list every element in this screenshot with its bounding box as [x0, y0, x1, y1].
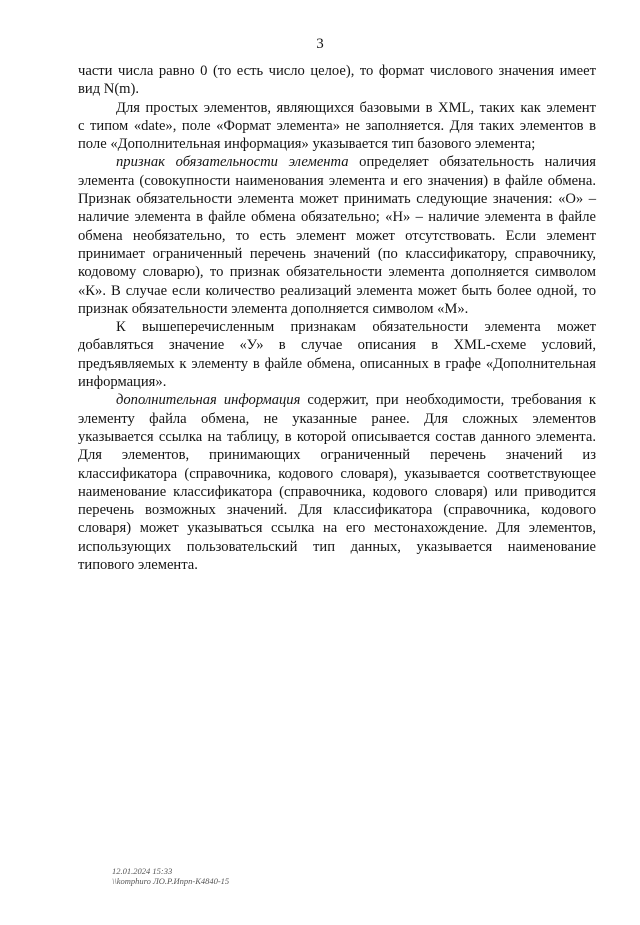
- text-line: [78, 245, 596, 263]
- paragraph: [78, 153, 596, 318]
- text-line: [78, 62, 596, 80]
- text-line: [78, 483, 596, 501]
- text-line: [78, 519, 596, 537]
- document-body: [78, 62, 596, 574]
- text-line: [78, 446, 596, 464]
- term-italic: признак обязательности элемента: [116, 154, 349, 171]
- text-line: [78, 99, 596, 117]
- paragraph: [78, 62, 596, 99]
- text-line: [78, 556, 596, 574]
- line-text: предъявляемых к элементу в файле обмена, описанных в графе «Дополнительная: [78, 355, 596, 372]
- line-text: Признак обязательности элемента может принимать следующие значения: «О» –: [78, 191, 596, 208]
- paragraph: [78, 318, 596, 391]
- text-line: [78, 117, 596, 135]
- text-line: [78, 300, 596, 318]
- line-text: перечень возможных значений. Для классификатора (справочника, кодового: [78, 502, 596, 519]
- line-text: наименование классификатора (справочника, кодового словаря) или приводится: [78, 483, 596, 500]
- page-number: 3: [316, 36, 324, 52]
- term-italic: дополнительная информация: [116, 392, 301, 409]
- paragraph: [78, 99, 596, 154]
- text-line: [78, 428, 596, 446]
- text-line: [78, 501, 596, 519]
- line-text: обмена необязательно, то есть элемент может отсутствовать. Если элемент: [78, 227, 596, 244]
- line-text: наличие элемента в файле обмена обязательно; «Н» – наличие элемента в файле: [78, 209, 596, 226]
- line-text: части числа равно 0 (то есть число целое), то формат числового значения имеет: [78, 63, 596, 79]
- line-text: содержит, при необходимости, требования к: [300, 392, 597, 409]
- text-line: [78, 282, 596, 300]
- line-text: классификатора (справочника, кодового словаря), указывается соответствующее: [78, 465, 596, 482]
- text-line: [78, 410, 596, 428]
- line-text: определяет обязательность наличия: [348, 154, 596, 171]
- footer-stamp: [112, 866, 229, 886]
- line-text: элементу файла обмена, не указанные ранее. Для сложных элементов: [78, 410, 596, 427]
- text-line: [78, 263, 596, 281]
- text-line: [78, 373, 596, 391]
- text-line: [78, 538, 596, 556]
- text-line: [78, 190, 596, 208]
- text-line: [78, 336, 596, 354]
- line-text: Для простых элементов, являющихся базовыми в XML, таких как элемент: [116, 99, 596, 116]
- line-text: использующих пользовательский тип данных, указывается наименование: [78, 538, 596, 555]
- text-line: [78, 227, 596, 245]
- text-line: [78, 391, 596, 409]
- footer-date: 12.01.2024 15:33: [112, 866, 173, 876]
- line-text: информация».: [78, 374, 167, 391]
- text-line: [78, 135, 596, 153]
- line-text: с типом «date», поле «Формат элемента» не заполняется. Для таких элементов в: [78, 117, 596, 134]
- line-text: указывается ссылка на таблицу, в которой описывается состав данного элемента.: [78, 428, 596, 445]
- line-text: элемента (совокупности наименования элемента и его значения) в файле обмена.: [78, 172, 596, 189]
- line-text: «К». В случае если количество реализаций элемента может быть более одной, то: [78, 282, 596, 299]
- text-line: [78, 355, 596, 373]
- text-line: [78, 172, 596, 190]
- footer-source: \\komphuro ЛО.Р.Ипрп-К4840-15: [112, 876, 230, 886]
- line-text: добавляться значение «У» в случае описания в XML-схеме условий,: [78, 337, 596, 354]
- line-text: типового элемента.: [78, 557, 198, 574]
- text-line: [78, 465, 596, 483]
- line-text: принимает ограниченный перечень значений (по классификатору, справочнику,: [78, 245, 596, 262]
- line-text: К вышеперечисленным признакам обязательности элемента может: [116, 319, 596, 336]
- text-line: [78, 318, 596, 336]
- line-text: кодовому словарю), то признак обязательности элемента дополняется символом: [78, 264, 596, 281]
- line-text: Для элементов, принимающих ограниченный перечень значений из: [78, 447, 596, 464]
- paragraph: [78, 391, 596, 574]
- line-text: признак обязательности элемента дополняется символом «М».: [78, 300, 469, 317]
- line-text: поле «Дополнительная информация» указывается тип базового элемента;: [78, 136, 536, 153]
- line-text: вид N(m).: [78, 81, 140, 98]
- text-line: [78, 80, 596, 98]
- text-line: [78, 208, 596, 226]
- line-text: словаря) может указываться ссылка на его местонахождение. Для элементов,: [78, 520, 596, 537]
- text-line: [78, 153, 596, 171]
